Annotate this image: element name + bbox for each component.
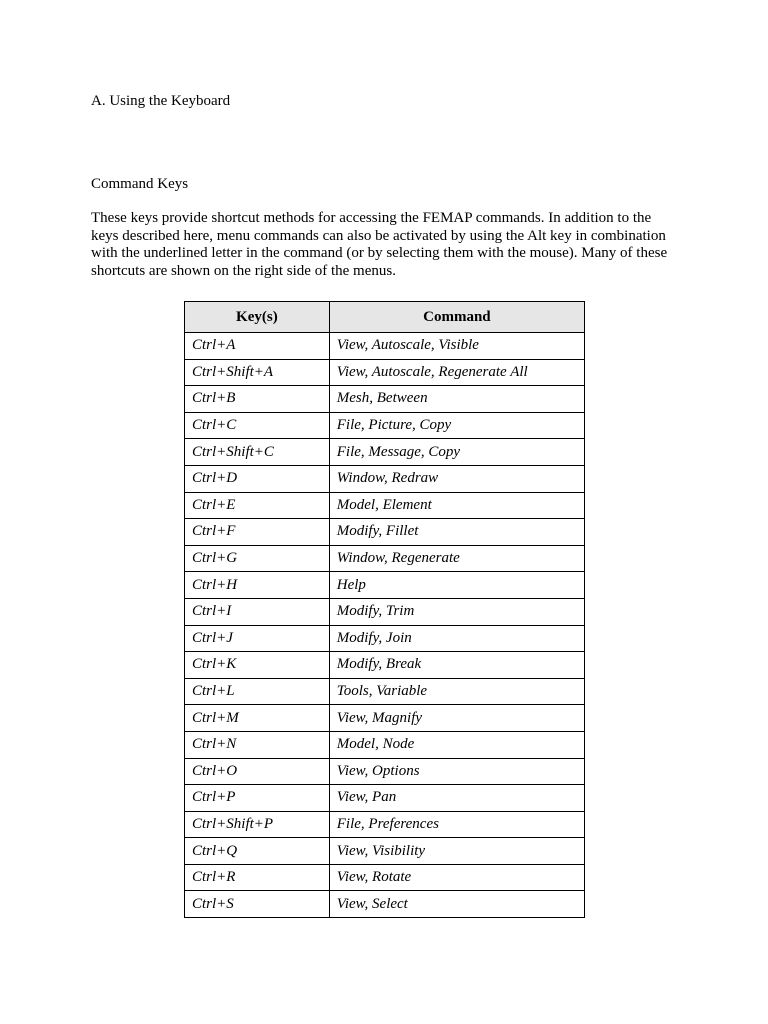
table-row [185,811,585,838]
key-cell: Ctrl+R [185,864,330,891]
command-cell: Window, Redraw [329,465,584,492]
command-cell: View, Rotate [329,864,584,891]
command-cell: Help [329,572,584,599]
command-cell: Model, Element [329,492,584,519]
table-row [185,572,585,599]
command-cell: Mesh, Between [329,386,584,413]
table-row [185,598,585,625]
key-cell: Ctrl+F [185,519,330,546]
table-row [185,838,585,865]
command-cell: View, Autoscale, Regenerate All [329,359,584,386]
table-row [185,359,585,386]
table-row [185,439,585,466]
table-row [185,519,585,546]
command-cell: Modify, Trim [329,598,584,625]
key-cell: Ctrl+D [185,465,330,492]
command-cell: Modify, Join [329,625,584,652]
key-cell: Ctrl+I [185,598,330,625]
key-cell: Ctrl+H [185,572,330,599]
key-cell: Ctrl+A [185,333,330,360]
paragraph-line: shortcuts are shown on the right side of the menus. [91,262,396,279]
table-row [185,652,585,679]
command-cell: View, Autoscale, Visible [329,333,584,360]
key-cell: Ctrl+P [185,785,330,812]
command-cell: Tools, Variable [329,678,584,705]
command-cell: Modify, Break [329,652,584,679]
command-cell: View, Magnify [329,705,584,732]
paragraph-line: These keys provide shortcut methods for accessing the FEMAP commands. In addition to the [91,210,652,226]
table-row [185,758,585,785]
table-row [185,785,585,812]
intro-paragraph [91,210,681,280]
key-cell: Ctrl+Shift+P [185,811,330,838]
table-row [185,492,585,519]
table-row [185,705,585,732]
key-cell: Ctrl+K [185,652,330,679]
key-cell: Ctrl+O [185,758,330,785]
table-row [185,625,585,652]
key-cell: Ctrl+Shift+A [185,359,330,386]
key-cell: Ctrl+Q [185,838,330,865]
header-command: Command [329,302,584,333]
command-cell: Model, Node [329,731,584,758]
table-row [185,465,585,492]
section-heading: A. Using the Keyboard [91,93,231,109]
key-cell: Ctrl+E [185,492,330,519]
key-cell: Ctrl+S [185,891,330,918]
table-row [185,386,585,413]
header-keys: Key(s) [185,302,330,333]
command-cell: File, Preferences [329,811,584,838]
key-cell: Ctrl+Shift+C [185,439,330,466]
table-row [185,412,585,439]
command-cell: View, Select [329,891,584,918]
key-cell: Ctrl+G [185,545,330,572]
command-keys-table [184,301,585,918]
paragraph-line: keys described here, menu commands can also be activated by using the Alt key in combination [91,227,666,244]
table-row [185,333,585,360]
key-cell: Ctrl+N [185,731,330,758]
key-cell: Ctrl+L [185,678,330,705]
command-cell: Window, Regenerate [329,545,584,572]
command-cell: View, Visibility [329,838,584,865]
key-cell: Ctrl+C [185,412,330,439]
table-row [185,545,585,572]
sub-heading: Command Keys [91,176,189,192]
key-cell: Ctrl+J [185,625,330,652]
command-cell: View, Options [329,758,584,785]
table-row [185,678,585,705]
table-body [185,333,585,918]
command-cell: File, Picture, Copy [329,412,584,439]
table-header-row [185,302,585,333]
key-cell: Ctrl+B [185,386,330,413]
key-cell: Ctrl+M [185,705,330,732]
paragraph-line: with the underlined letter in the command (or by selecting them with the mouse). Many of these [91,245,668,261]
table-row [185,731,585,758]
table-row [185,891,585,918]
command-cell: Modify, Fillet [329,519,584,546]
table-row [185,864,585,891]
command-cell: View, Pan [329,785,584,812]
command-cell: File, Message, Copy [329,439,584,466]
